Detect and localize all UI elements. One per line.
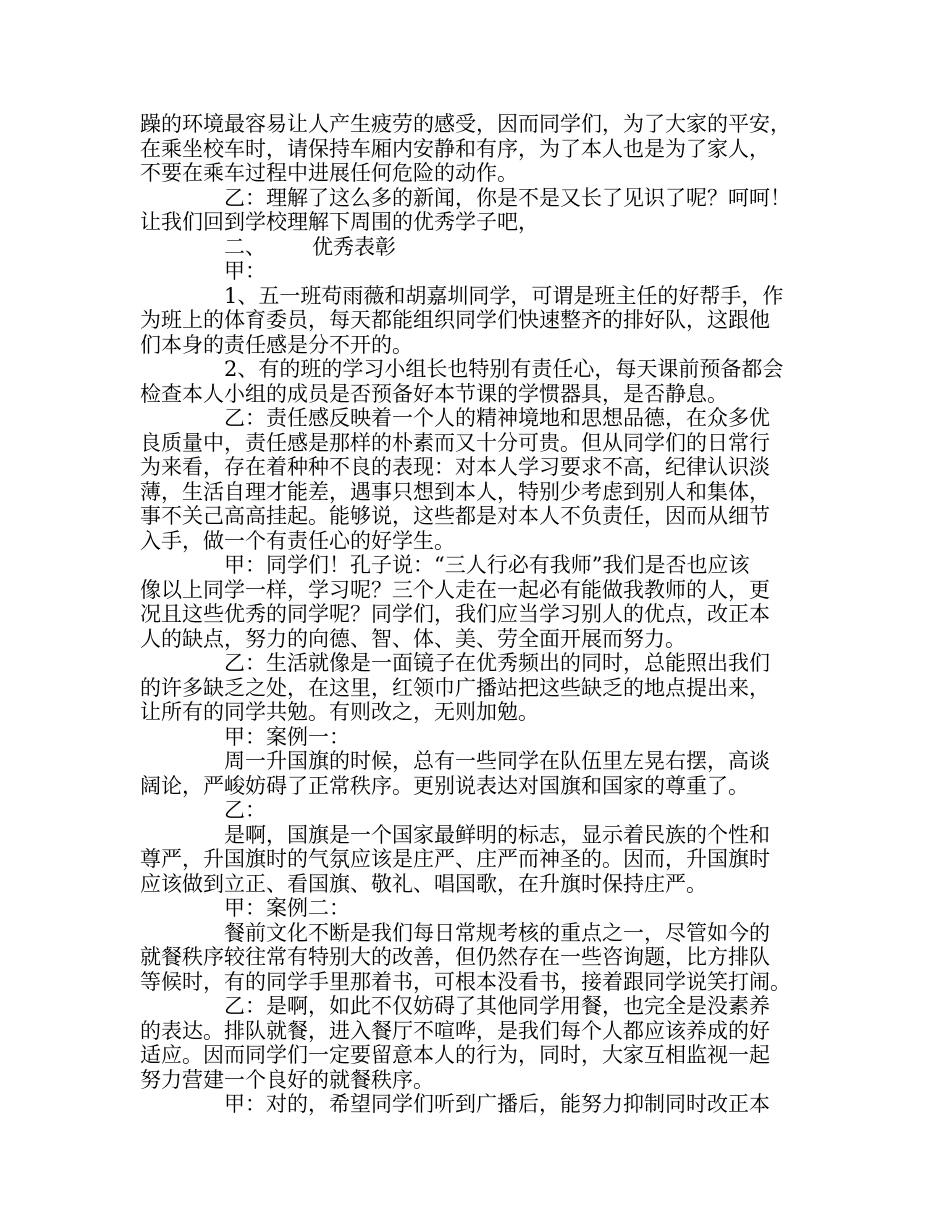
text-line: 让我们回到学校理解下周围的优秀学子吧，	[140, 210, 539, 234]
text-line: 甲：对的，希望同学们听到广播后，能努力抑制同时改正本	[224, 1092, 770, 1116]
text-line: 甲：案例二：	[224, 896, 350, 920]
text-line: 乙：	[224, 798, 266, 822]
text-line: 等候时，有的同学手里那着书，可根本没看书，接着跟同学说笑打闹。	[140, 969, 791, 994]
text-line: 2、有的班的学习小组长也特别有责任心，每天课前预备都会	[224, 357, 784, 381]
text-line: 在乘坐校车时，请保持车厢内安静和有序，为了本人也是为了家人，	[140, 136, 770, 161]
text-line: 像以上同学一样，学习呢？三个人走在一起必有能做我教师的人，更	[140, 577, 770, 602]
text-line: 应该做到立正、看国旗、敬礼、唱国歌，在升旗时保持庄严。	[140, 871, 707, 896]
section-heading-title: 优秀表彰	[312, 234, 396, 259]
text-line: 的许多缺乏之处，在这里，红领巾广播站把这些缺乏的地点提出来，	[140, 675, 770, 700]
section-heading	[140, 235, 820, 260]
text-line: 乙：是啊，如此不仅妨碍了其他同学用餐，也完全是没素养	[224, 994, 770, 1018]
section-heading-number: 二、	[224, 234, 266, 259]
text-line: 况且这些优秀的同学呢？同学们，我们应当学习别人的优点，改正本	[140, 602, 770, 626]
text-line: 薄，生活自理才能差，遇事只想到本人，特别少考虑到别人和集体，	[140, 479, 770, 504]
text-line: 是啊，国旗是一个国家最鲜明的标志，显示着民族的个性和	[224, 822, 770, 847]
text-line: 为来看，存在着种种不良的表现：对本人学习要求不高，纪律认识淡	[140, 455, 770, 479]
text-line: 不要在乘车过程中进展任何危险的动作。	[140, 161, 518, 185]
text-line: 阔论，严峻妨碍了正常秩序。更别说表达对国旗和国家的尊重了。	[140, 773, 749, 798]
text-line: 甲：案例一：	[224, 724, 350, 749]
text-line: 1、五一班苟雨薇和胡嘉圳同学，可谓是班主任的好帮手，作	[224, 283, 784, 308]
text-line: 躁的环境最容易让人产生疲劳的感受，因而同学们，为了大家的平安，	[140, 112, 791, 136]
text-line: 适应。因而同学们一定要留意本人的行为，同时，大家互相监视一起	[140, 1043, 770, 1067]
text-line: 餐前文化不断是我们每日常规考核的重点之一，尽管如今的	[224, 920, 770, 945]
text-line: 们本身的责任感是分不开的。	[140, 332, 413, 357]
document-page	[140, 112, 820, 1117]
text-line: 让所有的同学共勉。有则改之，无则加勉。	[140, 700, 539, 724]
text-line: 努力营建一个良好的就餐秩序。	[140, 1067, 434, 1092]
text-line: 乙：生活就像是一面镜子在优秀频出的同时，总能照出我们	[224, 651, 770, 675]
text-line: 周一升国旗的时候，总有一些同学在队伍里左晃右摆，高谈	[224, 749, 770, 773]
text-line: 人的缺点，努力的向德、智、体、美、劳全面开展而努力。	[140, 626, 686, 651]
text-line: 为班上的体育委员，每天都能组织同学们快速整齐的排好队，这跟他	[140, 308, 770, 332]
text-line: 良质量中，责任感是那样的朴素而又十分可贵。但从同学们的日常行	[140, 430, 770, 455]
text-line: 甲：	[224, 259, 266, 283]
text-line: 尊严，升国旗时的气氛应该是庄严、庄严而神圣的。因而，升国旗时	[140, 847, 770, 871]
text-line: 乙：责任感反映着一个人的精神境地和思想品德，在众多优	[224, 406, 770, 430]
text-line: 检查本人小组的成员是否预备好本节课的学惯器具，是否静息。	[140, 381, 728, 406]
text-line: 就餐秩序较往常有特别大的改善，但仍然存在一些咨询题，比方排队	[140, 945, 770, 969]
text-line: 入手，做一个有责任心的好学生。	[140, 528, 455, 553]
text-line: 的表达。排队就餐，进入餐厅不喧哗，是我们每个人都应该养成的好	[140, 1018, 770, 1043]
text-line: 事不关己高高挂起。能够说，这些都是对本人不负责任，因而从细节	[140, 504, 770, 528]
text-line: 甲：同学们！孔子说：“三人行必有我师”我们是否也应该	[224, 553, 750, 577]
text-line: 乙：理解了这么多的新闻，你是不是又长了见识了呢？呵呵！	[224, 185, 791, 210]
